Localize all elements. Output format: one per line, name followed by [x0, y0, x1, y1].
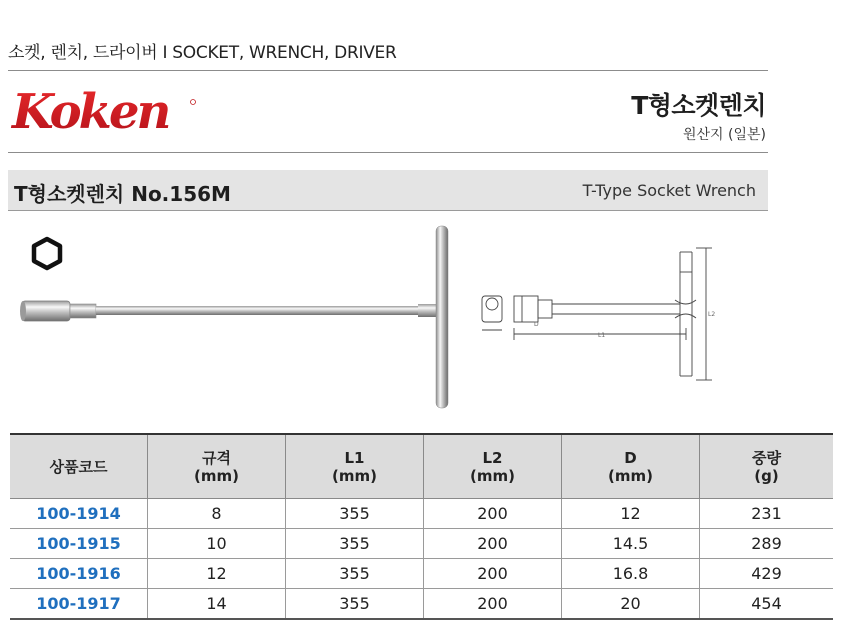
table-cell: 12 [562, 499, 700, 529]
column-header: 중량 (g) [700, 434, 834, 499]
column-header: D (mm) [562, 434, 700, 499]
table-cell: 355 [286, 559, 424, 589]
top-divider [8, 70, 768, 71]
product-code-link[interactable]: 100-1917 [10, 589, 148, 620]
table-cell: 429 [700, 559, 834, 589]
table-cell: 12 [148, 559, 286, 589]
spec-table [10, 433, 833, 620]
breadcrumb: 소켓, 렌치, 드라이버 I SOCKET, WRENCH, DRIVER [8, 43, 397, 63]
table-cell: 355 [286, 499, 424, 529]
l2-label: L2 [708, 311, 716, 318]
l1-label: L1 [598, 332, 606, 339]
table-cell: 355 [286, 589, 424, 620]
koken-logo [10, 84, 200, 140]
column-header: 규격 (mm) [148, 434, 286, 499]
table-cell: 200 [424, 589, 562, 620]
table-cell: 10 [148, 529, 286, 559]
column-header: 상품코드 [10, 434, 148, 499]
model-bar [8, 170, 768, 211]
table-cell: 20 [562, 589, 700, 620]
product-code-link[interactable]: 100-1915 [10, 529, 148, 559]
product-title: T형소켓렌치 [631, 91, 766, 120]
table-row [10, 559, 833, 589]
model-title: T형소켓렌치 No.156M [14, 182, 231, 206]
table-cell: 200 [424, 499, 562, 529]
hexagon-icon [34, 239, 60, 268]
table-cell: 200 [424, 529, 562, 559]
table-row [10, 499, 833, 529]
table-cell: 14 [148, 589, 286, 620]
svg-text:Koken: Koken [12, 84, 169, 140]
model-subtitle: T-Type Socket Wrench [582, 181, 756, 200]
table-row [10, 589, 833, 620]
table-cell: 454 [700, 589, 834, 620]
table-header-row [10, 434, 833, 499]
table-cell: 200 [424, 559, 562, 589]
table-cell: 16.8 [562, 559, 700, 589]
origin-label: 원산지 (일본) [683, 127, 766, 143]
product-code-link[interactable]: 100-1914 [10, 499, 148, 529]
column-header: L1 (mm) [286, 434, 424, 499]
dimension-drawing [470, 238, 720, 388]
table-cell: 8 [148, 499, 286, 529]
table-cell: 355 [286, 529, 424, 559]
d-label: D [534, 321, 539, 328]
product-code-link[interactable]: 100-1916 [10, 559, 148, 589]
t-wrench-photo [14, 222, 464, 414]
column-header: L2 (mm) [424, 434, 562, 499]
table-cell: 231 [700, 499, 834, 529]
header-divider [8, 152, 768, 153]
table-cell: 14.5 [562, 529, 700, 559]
table-cell: 289 [700, 529, 834, 559]
table-row [10, 529, 833, 559]
